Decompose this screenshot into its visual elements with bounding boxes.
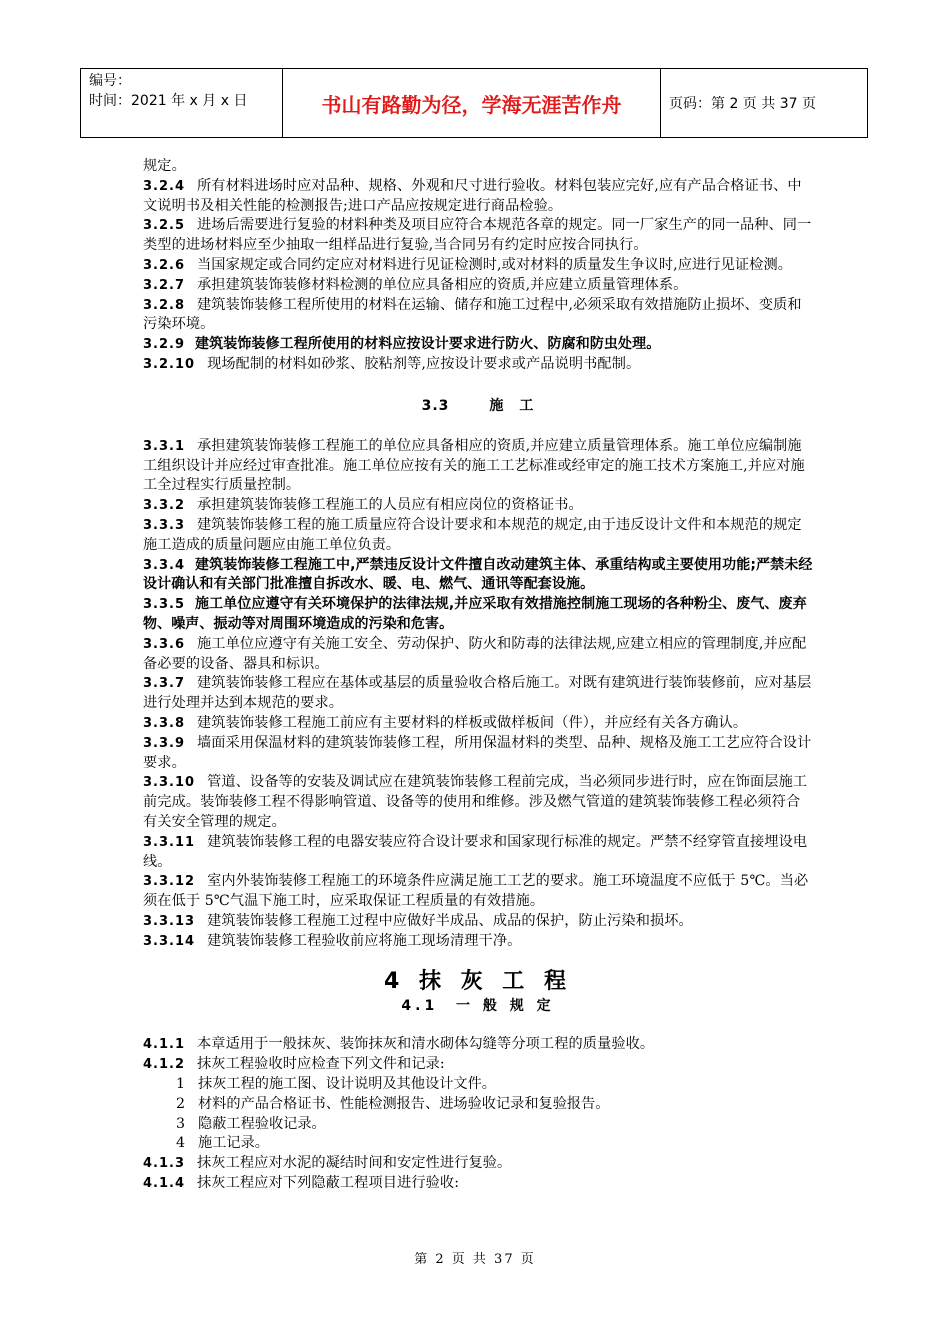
- section-heading-3-3: [143, 395, 813, 415]
- page-footer: 第 2 页 共 37 页: [414, 1252, 536, 1267]
- list-item-number: 3: [176, 1115, 186, 1132]
- clause-text: 进场后需要进行复验的材料种类及项目应符合本规范各章的规定。同一厂家生产的同一品种、同一类型的进场材料应至少抽取一组样品进行复验,当合同另有约定时应按合同执行。: [143, 217, 812, 254]
- clause-text: 室内外装饰装修工程施工的环境条件应满足施工工艺的要求。施工环境温度不应低于 5℃。当必须在低于 5℃气温下施工时，应采取保证工程质量的有效措施。: [143, 873, 809, 910]
- list-item-text: 隐蔽工程验收记录。: [198, 1115, 326, 1132]
- clause-3-3-7: [143, 674, 813, 714]
- clause-text: 承担建筑装饰装修工程施工的单位应具备相应的资质,并应建立质量管理体系。施工单位应编制施工组织设计并应经过审查批准。施工单位应按有关的施工工艺标准或经审定的施工技术方案施工,并应对施工全过程实行质量控制。: [143, 437, 805, 494]
- section-title: 施 工: [489, 397, 535, 414]
- clause-number: 3.2.6: [143, 257, 186, 273]
- clause-number: 3.3.2: [143, 498, 186, 514]
- clause-text: 墙面采用保温材料的建筑装饰装修工程，所用保温材料的类型、品种、规格及施工工艺应符合设计要求。: [143, 734, 812, 771]
- clause-number: 3.3.1: [143, 438, 186, 454]
- clause-3-2-5: [143, 216, 813, 256]
- clause-number: 3.3.6: [143, 636, 186, 652]
- clause-number: 4.1.4: [143, 1176, 186, 1192]
- document-time-label: 时间：2021 年 x 月 x 日: [89, 93, 248, 109]
- list-item-number: 2: [176, 1095, 186, 1112]
- clause-4-1-1: [143, 1035, 813, 1055]
- list-item-text: 抹灰工程的施工图、设计说明及其他设计文件。: [198, 1076, 496, 1093]
- clause-3-3-12: [143, 872, 813, 912]
- list-item: [143, 1115, 813, 1135]
- clause-text: 承担建筑装饰装修工程施工的人员应有相应岗位的资格证书。: [197, 497, 583, 514]
- clause-3-3-10: [143, 773, 813, 832]
- list-item-text: 施工记录。: [198, 1135, 269, 1152]
- clause-number: 3.2.8: [143, 297, 186, 313]
- clause-3-2-8: [143, 296, 813, 336]
- clause-text: 建筑装饰装修工程应在基体或基层的质量验收合格后施工。对既有建筑进行装饰装修前，应对基层进行处理并达到本规范的要求。: [143, 675, 812, 712]
- clause-4-1-2: [143, 1055, 813, 1075]
- clause-text: 建筑装饰装修工程施工中,严禁违反设计文件擅自改动建筑主体、承重结构或主要使用功能;严禁未经设计确认和有关部门批准擅自拆改水、暖、电、燃气、通讯等配套设施。: [143, 556, 813, 593]
- clause-text: 所有材料进场时应对品种、规格、外观和尺寸进行验收。材料包装应完好,应有产品合格证书、中文说明书及相关性能的检测报告;进口产品应按规定进行商品检验。: [143, 177, 802, 214]
- list-item-number: 1: [176, 1076, 186, 1093]
- clause-3-3-2: [143, 496, 813, 516]
- clause-number: 3.3.4: [143, 557, 186, 573]
- clause-text: 本章适用于一般抹灰、装饰抹灰和清水砌体勾缝等分项工程的质量验收。: [197, 1036, 655, 1053]
- header-meta-cell: [81, 69, 283, 137]
- clause-number: 4.1.1: [143, 1037, 186, 1053]
- section-number: 4.1: [401, 998, 439, 1015]
- section-heading-4-1: [143, 995, 813, 1015]
- clause-text: 抹灰工程验收时应检查下列文件和记录:: [197, 1056, 445, 1073]
- clause-text: 管道、设备等的安装及调试应在建筑装饰装修工程前完成，当必须同步进行时，应在饰面层施工前完成。装饰装修工程不得影响管道、设备等的使用和维修。涉及燃气管道的建筑装饰装修工程必须符合有关安全管理的规定。: [143, 774, 808, 830]
- clause-number: 3.3.7: [143, 676, 186, 692]
- clause-4-1-3: [143, 1154, 813, 1174]
- header-page-label: 页码：第 2 页 共 37 页: [669, 96, 816, 112]
- section-title: 一 般 规 定: [455, 998, 555, 1015]
- list-item: [143, 1095, 813, 1115]
- clause-number: 4.1.3: [143, 1156, 186, 1172]
- clause-number: 3.2.5: [143, 218, 186, 234]
- section-number: 3.3: [421, 397, 450, 414]
- clause-3-3-1: [143, 437, 813, 496]
- header-slogan: 书山有路勤为径，学海无涯苦作舟: [283, 69, 661, 137]
- clause-number: 3.2.10: [143, 356, 196, 372]
- clause-text: 现场配制的材料如砂浆、胶粘剂等,应按设计要求或产品说明书配制。: [207, 355, 641, 372]
- clause-3-3-4: [143, 556, 813, 596]
- clause-number: 3.3.3: [143, 517, 186, 533]
- clause-3-2-7: [143, 276, 813, 296]
- clause-number: 4.1.2: [143, 1057, 186, 1073]
- list-item: [143, 1075, 813, 1095]
- clause-3-2-9: [143, 335, 813, 355]
- chapter-heading-4: 4 抹 灰 工 程: [384, 969, 572, 995]
- clause-number: 3.3.8: [143, 715, 186, 731]
- clause-text: 建筑装饰装修工程所使用的材料应按设计要求进行防火、防腐和防虫处理。: [195, 336, 661, 353]
- clause-number: 3.3.12: [143, 874, 196, 890]
- clause-text: 抹灰工程应对下列隐蔽工程项目进行验收:: [197, 1175, 460, 1192]
- clause-3-3-13: [143, 912, 813, 932]
- clause-text: 建筑装饰装修工程验收前应将施工现场清理干净。: [207, 932, 522, 949]
- clause-number: 3.3.13: [143, 913, 196, 929]
- clause-number: 3.3.9: [143, 735, 186, 751]
- clause-text: 施工单位应遵守有关环境保护的法律法规,并应采取有效措施控制施工现场的各种粉尘、废气、废弃物、噪声、振动等对周围环境造成的污染和危害。: [143, 596, 807, 632]
- clause-3-3-14: [143, 932, 813, 952]
- clause-3-3-5: [143, 595, 813, 635]
- clause-3-3-8: [143, 714, 813, 734]
- clause-text: 当国家规定或合同约定应对材料进行见证检测时,或对材料的质量发生争议时,应进行见证检测。: [197, 256, 793, 273]
- clause-number: 3.3.10: [143, 775, 196, 791]
- clause-number: 3.2.7: [143, 277, 186, 293]
- clause-3-3-11: [143, 833, 813, 873]
- clause-3-3-3: [143, 516, 813, 556]
- clause-3-3-9: [143, 734, 813, 774]
- clause-number: 3.3.5: [143, 597, 186, 613]
- clause-text: 施工单位应遵守有关施工安全、劳动保护、防火和防毒的法律法规,应建立相应的管理制度,并应配备必要的设备、器具和标识。: [143, 635, 807, 672]
- clause-3-2-6: [143, 256, 813, 276]
- clause-4-1-4: [143, 1174, 813, 1194]
- paragraph: 规定。: [143, 158, 186, 174]
- document-body: [143, 157, 813, 1194]
- clause-text: 建筑装饰装修工程的电器安装应符合设计要求和国家现行标准的规定。严禁不经穿管直接埋设电线。: [143, 833, 808, 870]
- list-item-text: 材料的产品合格证书、性能检测报告、进场验收记录和复验报告。: [198, 1095, 610, 1112]
- list-item: [143, 1134, 813, 1154]
- clause-number: 3.2.9: [143, 337, 186, 353]
- clause-3-2-4: [143, 177, 813, 217]
- clause-text: 建筑装饰装修工程的施工质量应符合设计要求和本规范的规定,由于违反设计文件和本规范的规定施工造成的质量问题应由施工单位负责。: [143, 516, 802, 553]
- clause-text: 建筑装饰装修工程施工过程中应做好半成品、成品的保护，防止污染和损坏。: [207, 912, 693, 929]
- clause-text: 建筑装饰装修工程所使用的材料在运输、储存和施工过程中,必须采取有效措施防止损坏、变质和污染环境。: [143, 296, 802, 333]
- clause-text: 建筑装饰装修工程施工前应有主要材料的样板或做样板间（件），并应经有关各方确认。: [197, 714, 748, 731]
- list-item-number: 4: [176, 1135, 186, 1152]
- clause-number: 3.3.11: [143, 834, 196, 850]
- clause-number: 3.2.4: [143, 178, 186, 194]
- clause-3-3-6: [143, 635, 813, 675]
- clause-number: 3.3.14: [143, 933, 196, 949]
- clause-3-2-10: [143, 355, 813, 375]
- clause-text: 承担建筑装饰装修材料检测的单位应具备相应的资质,并应建立质量管理体系。: [197, 276, 688, 293]
- clause-text: 抹灰工程应对水泥的凝结时间和安定性进行复验。: [197, 1155, 512, 1172]
- header-table: [80, 68, 868, 138]
- document-code-label: 编号：: [89, 73, 131, 89]
